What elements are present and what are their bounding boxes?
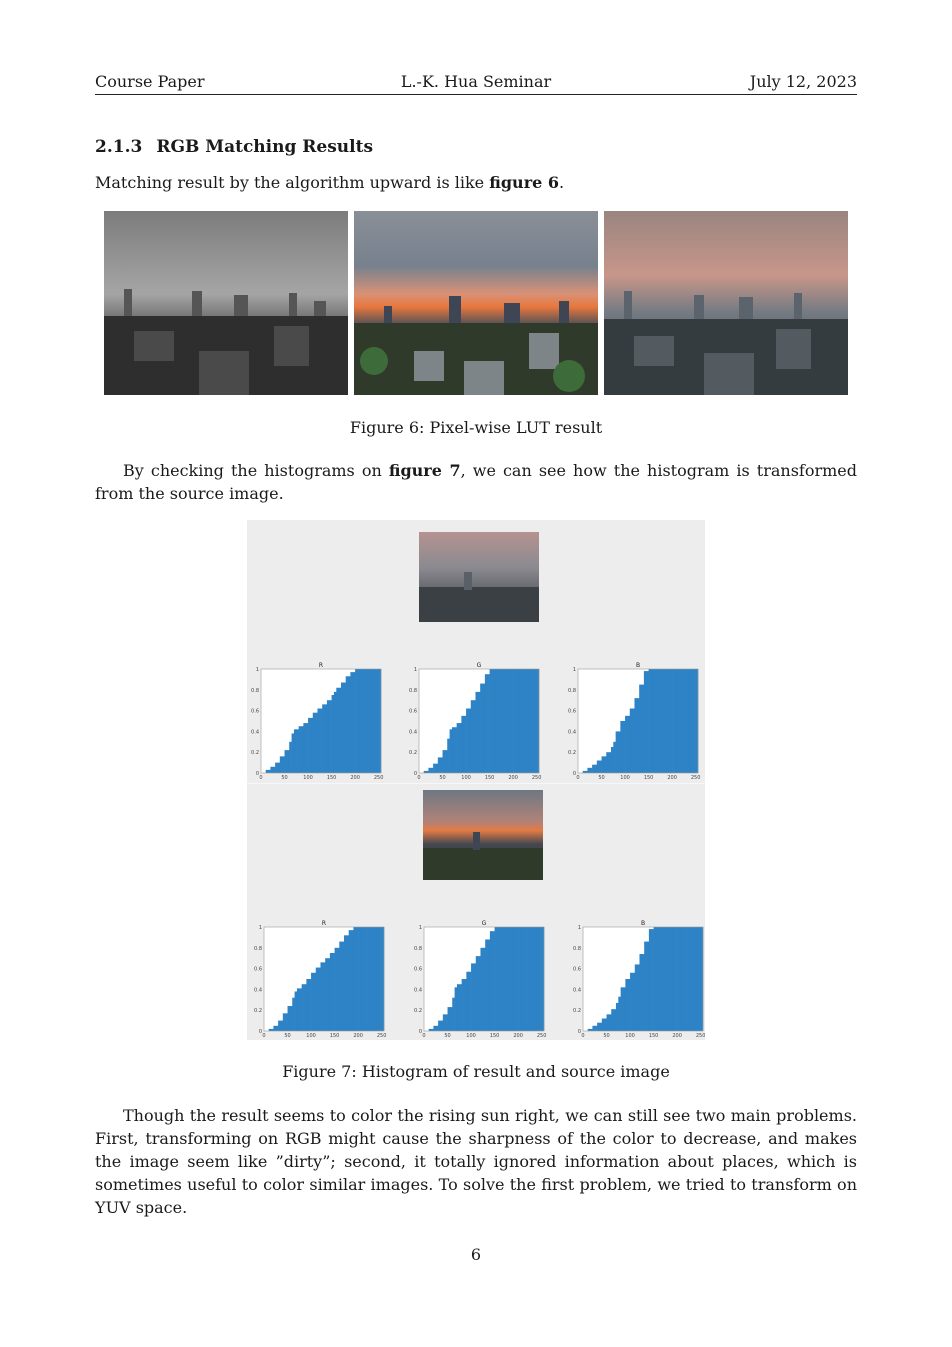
histogram-bar — [504, 669, 509, 773]
figure7-panel — [247, 520, 705, 1040]
y-tick-label: 0 — [258, 1029, 262, 1035]
histogram-bar — [447, 739, 450, 773]
histogram-bar — [270, 767, 275, 773]
histogram-bar — [335, 948, 340, 1031]
histogram-bar — [616, 731, 621, 773]
histogram-bar — [358, 927, 363, 1031]
histogram-bar — [644, 671, 649, 773]
histogram-result-g — [409, 662, 541, 781]
histogram-bar — [597, 1023, 602, 1031]
histogram-bar — [508, 669, 513, 773]
histogram-bar — [292, 998, 295, 1031]
histogram-bar — [620, 721, 625, 773]
y-tick-label: 0.8 — [254, 945, 262, 952]
x-tick-label: 150 — [484, 775, 495, 781]
histogram-bar — [316, 968, 321, 1031]
histogram-bar — [457, 984, 462, 1031]
histogram-bar — [518, 669, 523, 773]
x-tick-label: 150 — [643, 775, 654, 781]
x-tick-label: 50 — [598, 775, 605, 781]
header-right: July 12, 2023 — [749, 72, 857, 91]
page-number: 6 — [470, 1245, 482, 1264]
plot-title: B — [635, 662, 641, 669]
histogram-bar — [691, 669, 696, 773]
y-tick-label: 0.2 — [254, 1008, 262, 1015]
histogram-bar — [672, 927, 677, 1031]
histogram-bar — [289, 742, 292, 773]
histogram-result-r — [251, 662, 383, 781]
histogram-bar — [639, 954, 644, 1031]
histogram-bar — [611, 747, 614, 773]
histogram-bar — [616, 1003, 619, 1031]
histogram-bar — [686, 669, 691, 773]
y-tick-label: 0.8 — [409, 687, 417, 694]
x-tick-label: 200 — [667, 775, 677, 781]
y-tick-label: 1 — [418, 925, 422, 931]
intro-end: . — [559, 173, 565, 192]
x-tick-label: 200 — [353, 1033, 363, 1039]
histogram-bar — [341, 683, 346, 773]
histogram-bar — [462, 979, 467, 1031]
x-tick-label: 250 — [690, 775, 701, 781]
x-tick-label: 250 — [531, 775, 542, 781]
x-tick-label: 50 — [603, 1033, 610, 1039]
histogram-bar — [607, 1014, 612, 1031]
histogram-bar — [504, 927, 509, 1031]
histogram-bar — [448, 1007, 453, 1031]
y-tick-label: 0.4 — [568, 729, 576, 736]
x-tick-label: 250 — [695, 1033, 705, 1039]
histogram-bar — [513, 927, 518, 1031]
y-tick-label: 1 — [258, 925, 262, 931]
histogram-bar — [424, 771, 429, 773]
x-tick-label: 100 — [461, 775, 471, 781]
x-tick-label: 150 — [326, 775, 337, 781]
x-tick-label: 150 — [489, 1033, 500, 1039]
histogram-bar — [635, 964, 640, 1031]
histogram-bar — [499, 927, 504, 1031]
histogram-bar — [625, 716, 630, 773]
histogram-bar — [428, 768, 433, 773]
histogram-bar — [597, 761, 602, 773]
histogram-bar — [283, 1013, 288, 1031]
figure6-ref: figure 6 — [489, 173, 559, 192]
histogram-bar — [308, 718, 313, 773]
y-tick-label: 0.2 — [573, 1008, 581, 1015]
plot-title: B — [640, 920, 646, 927]
histogram-bar — [443, 1014, 448, 1031]
histogram-bar — [295, 991, 298, 1031]
histogram-bar — [302, 984, 307, 1031]
histogram-bar — [360, 669, 365, 773]
plot-title: G — [476, 662, 482, 669]
intro-text: Matching result by the algorithm upward is like — [95, 173, 490, 192]
histogram-bar — [317, 709, 322, 773]
y-tick-label: 0.6 — [409, 708, 417, 715]
histogram-bar — [677, 669, 682, 773]
intro-paragraph — [95, 171, 857, 194]
y-tick-label: 0.8 — [251, 687, 259, 694]
x-tick-label: 100 — [466, 1033, 476, 1039]
x-tick-label: 250 — [536, 1033, 547, 1039]
histogram-bar — [311, 973, 316, 1031]
x-tick-label: 250 — [376, 1033, 387, 1039]
histogram-bar — [332, 695, 335, 773]
histogram-bar — [658, 669, 663, 773]
x-tick-label: 0 — [417, 775, 421, 781]
para2-text: By checking the histograms on — [123, 461, 389, 480]
histogram-bar — [306, 979, 311, 1031]
histogram-bar — [630, 709, 635, 773]
x-tick-label: 0 — [259, 775, 263, 781]
histogram-bar — [292, 733, 295, 773]
histogram-bar — [438, 757, 443, 773]
histogram-bar — [269, 1029, 274, 1031]
histogram-bar — [527, 669, 532, 773]
x-tick-label: 0 — [262, 1033, 266, 1039]
x-tick-label: 50 — [439, 775, 446, 781]
y-tick-label: 0.8 — [414, 945, 422, 952]
y-tick-label: 0 — [572, 771, 576, 777]
histogram-bar — [355, 669, 360, 773]
histogram-bar — [285, 750, 290, 773]
header-left: Course Paper — [95, 72, 205, 91]
histogram-bar — [443, 750, 448, 773]
x-tick-label: 0 — [581, 1033, 585, 1039]
y-tick-label: 0.2 — [409, 750, 417, 757]
histogram-bar — [696, 927, 701, 1031]
histogram-bar — [528, 927, 533, 1031]
x-tick-label: 100 — [625, 1033, 635, 1039]
histogram-bar — [461, 716, 466, 773]
x-tick-label: 250 — [373, 775, 384, 781]
histogram-bar — [455, 987, 458, 1031]
conclusion-paragraph: Though the result seems to color the rising sun right, we can still see two main problems. First, transforming on RGB might cause the sharpness of the color to decrease, and makes the image seem like ”dirty”; second, it totally ignored information about places, which is sometimes useful to color similar images. To solve the first problem, we tried to transform on YUV space. — [95, 1106, 857, 1217]
histogram-bar — [649, 669, 654, 773]
para2-end: , we can see how the histogram is transformed from the source image. — [95, 461, 858, 503]
histogram-bar — [266, 770, 271, 773]
y-tick-label: 0 — [418, 1029, 422, 1035]
histogram-bar — [532, 927, 537, 1031]
figure6-grayscale-photo — [104, 211, 348, 395]
figure6-caption: Figure 6: Pixel-wise LUT result — [349, 418, 603, 437]
histogram-bar — [466, 972, 471, 1031]
histogram-bar — [672, 669, 677, 773]
header-center: L.-K. Hua Seminar — [400, 72, 552, 91]
histogram-bar — [630, 973, 635, 1031]
histogram-bar — [602, 756, 607, 773]
histogram-bar — [339, 942, 344, 1031]
histogram-bar — [592, 1026, 597, 1031]
histogram-bar — [330, 953, 335, 1031]
histogram-bar — [353, 927, 358, 1031]
x-tick-label: 50 — [444, 1033, 451, 1039]
histogram-bar — [344, 935, 349, 1031]
histogram-bar — [654, 927, 659, 1031]
x-tick-label: 200 — [672, 1033, 682, 1039]
histogram-bar — [682, 669, 687, 773]
y-tick-label: 0.8 — [568, 687, 576, 694]
histogram-bar — [587, 768, 592, 773]
x-tick-label: 200 — [350, 775, 360, 781]
y-tick-label: 0.4 — [254, 987, 262, 994]
plot-title: R — [321, 920, 327, 927]
plot-title: R — [318, 662, 324, 669]
section-title: RGB Matching Results — [156, 137, 374, 157]
y-tick-label: 0 — [577, 1029, 581, 1035]
x-tick-label: 100 — [303, 775, 313, 781]
figure6-sunrise-photo — [354, 211, 598, 395]
y-tick-label: 0.6 — [414, 966, 422, 973]
y-tick-label: 1 — [413, 667, 417, 673]
histogram-bar — [613, 742, 616, 773]
histogram-bar — [649, 929, 654, 1031]
histogram-bar — [691, 927, 696, 1031]
x-tick-label: 100 — [620, 775, 630, 781]
histogram-bar — [523, 669, 528, 773]
histogram-bar — [532, 669, 537, 773]
y-tick-label: 1 — [572, 667, 576, 673]
histogram-bar — [618, 997, 621, 1031]
histogram-bar — [606, 752, 611, 773]
histogram-bar — [365, 669, 370, 773]
histogram-bar — [433, 764, 438, 773]
histogram-bar — [537, 927, 542, 1031]
histogram-bar — [433, 1026, 438, 1031]
histogram-paragraph — [95, 459, 857, 505]
histogram-bar — [475, 692, 480, 773]
histogram-bar — [275, 763, 280, 773]
histogram-bar — [509, 927, 514, 1031]
histogram-bar — [611, 1009, 616, 1031]
x-tick-label: 50 — [284, 1033, 291, 1039]
y-tick-label: 0 — [255, 771, 259, 777]
histogram-bar — [658, 927, 663, 1031]
y-tick-label: 0.4 — [573, 987, 581, 994]
histogram-bar — [480, 684, 485, 773]
histogram-bar — [494, 669, 499, 773]
histogram-bar — [346, 676, 351, 773]
figure6-matched-photo — [604, 211, 848, 395]
histogram-grid — [247, 520, 705, 1040]
figure7-caption: Figure 7: Histogram of result and source image — [282, 1062, 670, 1081]
histogram-bar — [677, 927, 682, 1031]
histogram-bar — [621, 987, 626, 1031]
histogram-bar — [499, 669, 504, 773]
y-tick-label: 0.6 — [251, 708, 259, 715]
histogram-bar — [313, 713, 318, 773]
histogram-bar — [320, 962, 325, 1031]
histogram-bar — [452, 727, 457, 773]
histogram-bar — [480, 948, 485, 1031]
histogram-bar — [583, 771, 588, 773]
histogram-bar — [377, 927, 382, 1031]
histogram-bar — [495, 927, 500, 1031]
y-tick-label: 0 — [413, 771, 417, 777]
histogram-source-r — [254, 920, 386, 1039]
y-tick-label: 0.4 — [251, 729, 259, 736]
histogram-bar — [663, 927, 668, 1031]
histogram-bar — [429, 1029, 434, 1031]
histogram-source-g — [414, 920, 546, 1039]
histogram-bar — [273, 1026, 278, 1031]
histogram-bar — [369, 669, 374, 773]
histogram-bar — [334, 692, 337, 773]
histogram-bar — [634, 698, 639, 773]
y-tick-label: 1 — [255, 667, 259, 673]
histogram-bar — [602, 1019, 607, 1031]
x-tick-label: 0 — [576, 775, 580, 781]
section-number: 2.1.3 — [95, 137, 143, 157]
histogram-bar — [471, 963, 476, 1031]
y-tick-label: 0.8 — [573, 945, 581, 952]
y-tick-label: 0.6 — [573, 966, 581, 973]
histogram-bar — [368, 927, 373, 1031]
x-tick-label: 150 — [648, 1033, 659, 1039]
figure7-ref: figure 7 — [388, 461, 461, 480]
histogram-bar — [374, 669, 379, 773]
histogram-bar — [476, 956, 481, 1031]
histogram-bar — [278, 1021, 283, 1031]
histogram-bar — [297, 988, 302, 1031]
histogram-bar — [350, 672, 355, 773]
histogram-bar — [336, 688, 341, 773]
histogram-bar — [452, 998, 455, 1031]
x-tick-label: 200 — [508, 775, 518, 781]
y-tick-label: 0.6 — [254, 966, 262, 973]
histogram-bar — [288, 1006, 293, 1031]
plot-title: G — [481, 920, 487, 927]
histogram-bar — [588, 1029, 593, 1031]
y-tick-label: 1 — [577, 925, 581, 931]
histogram-bar — [682, 927, 687, 1031]
histogram-source-b — [573, 920, 705, 1039]
y-tick-label: 0.6 — [568, 708, 576, 715]
histogram-bar — [280, 756, 285, 773]
histogram-bar — [457, 723, 462, 773]
histogram-bar — [663, 669, 668, 773]
histogram-bar — [687, 927, 692, 1031]
x-tick-label: 0 — [422, 1033, 426, 1039]
histogram-bar — [490, 931, 495, 1031]
histogram-bar — [299, 726, 304, 773]
histogram-bar — [471, 700, 476, 773]
running-header — [95, 72, 857, 95]
histogram-bar — [438, 1021, 443, 1031]
histogram-bar — [485, 939, 490, 1031]
histogram-bar — [518, 927, 523, 1031]
y-tick-label: 0.2 — [568, 750, 576, 757]
histogram-bar — [372, 927, 377, 1031]
histogram-bar — [625, 979, 630, 1031]
histogram-bar — [523, 927, 528, 1031]
histogram-bar — [349, 930, 354, 1031]
histogram-bar — [639, 685, 644, 773]
histogram-bar — [592, 765, 597, 773]
x-tick-label: 150 — [329, 1033, 340, 1039]
y-tick-label: 0.4 — [414, 987, 422, 994]
y-tick-label: 0.2 — [251, 750, 259, 757]
x-tick-label: 50 — [281, 775, 288, 781]
histogram-bar — [322, 704, 327, 773]
x-tick-label: 100 — [306, 1033, 316, 1039]
section-heading — [95, 137, 373, 157]
histogram-bar — [327, 700, 332, 773]
histogram-bar — [513, 669, 518, 773]
histogram-bar — [485, 674, 490, 773]
histogram-bar — [644, 942, 649, 1031]
y-tick-label: 0.4 — [409, 729, 417, 736]
histogram-bar — [466, 709, 471, 773]
histogram-bar — [363, 927, 368, 1031]
histogram-bar — [667, 669, 672, 773]
histogram-bar — [303, 723, 308, 773]
histogram-bar — [490, 669, 495, 773]
histogram-bar — [325, 958, 330, 1031]
x-tick-label: 200 — [513, 1033, 523, 1039]
histogram-bar — [450, 729, 453, 773]
histogram-result-b — [568, 662, 700, 781]
histogram-bar — [653, 669, 658, 773]
histogram-bar — [294, 729, 299, 773]
y-tick-label: 0.2 — [414, 1008, 422, 1015]
histogram-bar — [668, 927, 673, 1031]
